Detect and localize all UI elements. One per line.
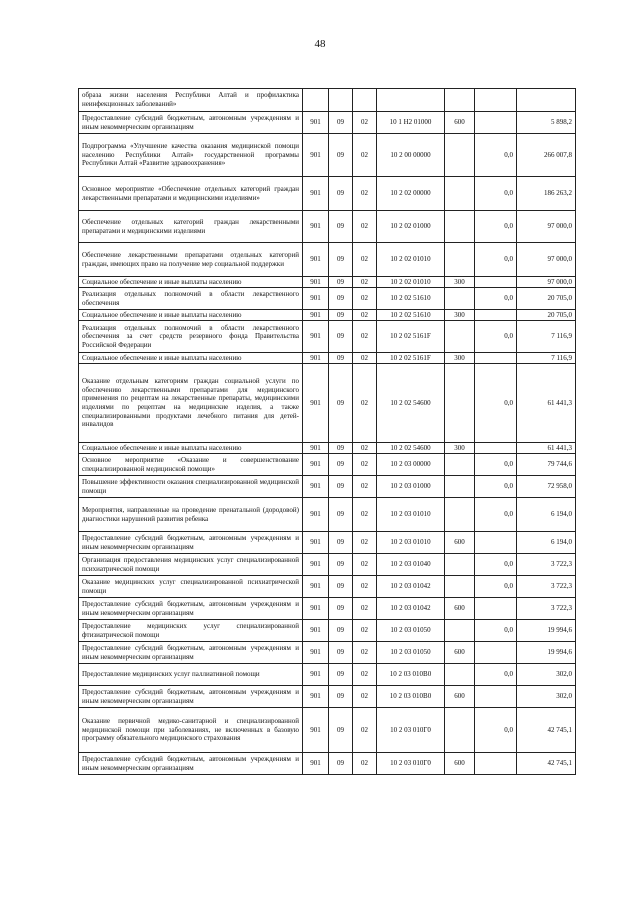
row-name-cell: Оказание первичной медико-санитарной и специализированной медицинской помощи при заболеваниях, не включенных в базовую программу обязательного медицинского страхования — [79, 708, 303, 753]
table-row — [79, 686, 576, 708]
row-expense-type-cell: 600 — [445, 753, 475, 775]
row-amount-a-cell — [475, 753, 517, 775]
row-section-code-cell — [329, 89, 353, 112]
table-row — [79, 321, 576, 353]
row-target-article-cell: 10 2 03 01000 — [377, 476, 445, 498]
row-section-code-cell: 09 — [329, 664, 353, 686]
row-ministry-code-cell: 901 — [303, 321, 329, 353]
row-section-code-cell: 09 — [329, 576, 353, 598]
row-ministry-code-cell: 901 — [303, 454, 329, 476]
page-number: 48 — [314, 38, 326, 50]
row-amount-b-cell: 6 194,0 — [517, 498, 576, 532]
row-amount-b-cell: 97 000,0 — [517, 277, 576, 288]
row-subsection-code-cell: 02 — [353, 554, 377, 576]
row-subsection-code-cell: 02 — [353, 686, 377, 708]
row-section-code-cell: 09 — [329, 554, 353, 576]
row-subsection-code-cell: 02 — [353, 620, 377, 642]
table-row — [79, 454, 576, 476]
row-amount-b-cell: 3 722,3 — [517, 598, 576, 620]
row-target-article-cell: 10 2 03 01010 — [377, 498, 445, 532]
row-name-cell: Социальное обеспечение и иные выплаты населению — [79, 353, 303, 364]
row-expense-type-cell — [445, 211, 475, 243]
row-amount-b-cell: 3 722,3 — [517, 576, 576, 598]
row-target-article-cell: 10 2 03 010В0 — [377, 664, 445, 686]
row-name-cell: Основное мероприятие «Оказание и совершенствование специализированной медицинской помощи» — [79, 454, 303, 476]
row-section-code-cell: 09 — [329, 620, 353, 642]
row-target-article-cell: 10 2 02 01000 — [377, 211, 445, 243]
row-expense-type-cell — [445, 620, 475, 642]
row-name-cell: Реализация отдельных полномочий в области лекарственного обеспечения — [79, 288, 303, 310]
row-ministry-code-cell: 901 — [303, 554, 329, 576]
row-amount-a-cell: 0,0 — [475, 364, 517, 443]
row-expense-type-cell — [445, 554, 475, 576]
row-name-cell: Предоставление медицинских услуг паллиативной помощи — [79, 664, 303, 686]
row-subsection-code-cell: 02 — [353, 708, 377, 753]
row-amount-a-cell: 0,0 — [475, 498, 517, 532]
table-row — [79, 310, 576, 321]
row-name-cell: Оказание медицинских услуг специализированной психиатрической помощи — [79, 576, 303, 598]
row-subsection-code-cell: 02 — [353, 753, 377, 775]
row-name-cell: Предоставление субсидий бюджетным, автономным учреждениям и иным некоммерческим организациям — [79, 532, 303, 554]
row-amount-b-cell: 7 116,9 — [517, 353, 576, 364]
row-section-code-cell: 09 — [329, 288, 353, 310]
row-target-article-cell: 10 2 02 01010 — [377, 243, 445, 277]
row-section-code-cell: 09 — [329, 310, 353, 321]
row-name-cell: образа жизни населения Республики Алтай и профилактика неинфекционных заболеваний» — [79, 89, 303, 112]
row-ministry-code-cell: 901 — [303, 686, 329, 708]
row-ministry-code-cell: 901 — [303, 288, 329, 310]
row-name-cell: Предоставление медицинских услуг специализированной фтизиатрической помощи — [79, 620, 303, 642]
row-subsection-code-cell: 02 — [353, 443, 377, 454]
row-target-article-cell: 10 2 02 00000 — [377, 177, 445, 211]
row-expense-type-cell: 600 — [445, 642, 475, 664]
row-amount-a-cell — [475, 642, 517, 664]
row-target-article-cell: 10 2 02 51610 — [377, 288, 445, 310]
row-ministry-code-cell: 901 — [303, 576, 329, 598]
table-row — [79, 277, 576, 288]
row-amount-a-cell: 0,0 — [475, 620, 517, 642]
row-name-cell: Мероприятия, направленные на проведение пренатальной (дородовой) диагностики нарушений развития ребенка — [79, 498, 303, 532]
row-amount-b-cell — [517, 89, 576, 112]
row-target-article-cell: 10 2 03 00000 — [377, 454, 445, 476]
row-subsection-code-cell: 02 — [353, 664, 377, 686]
row-amount-a-cell: 0,0 — [475, 454, 517, 476]
row-expense-type-cell — [445, 498, 475, 532]
table-row — [79, 364, 576, 443]
row-section-code-cell: 09 — [329, 112, 353, 134]
row-ministry-code-cell: 901 — [303, 243, 329, 277]
row-subsection-code-cell: 02 — [353, 598, 377, 620]
row-name-cell: Подпрограмма «Улучшение качества оказания медицинской помощи населению Республики Алтай» государственной программы Республики Алтай «Развитие здравоохранения» — [79, 134, 303, 177]
row-amount-a-cell — [475, 310, 517, 321]
row-amount-b-cell: 266 007,8 — [517, 134, 576, 177]
row-amount-b-cell: 79 744,6 — [517, 454, 576, 476]
table-row — [79, 532, 576, 554]
row-target-article-cell: 10 2 03 01010 — [377, 532, 445, 554]
row-ministry-code-cell: 901 — [303, 498, 329, 532]
row-section-code-cell: 09 — [329, 642, 353, 664]
table-row — [79, 576, 576, 598]
row-expense-type-cell: 600 — [445, 598, 475, 620]
row-expense-type-cell — [445, 321, 475, 353]
row-section-code-cell: 09 — [329, 177, 353, 211]
row-target-article-cell: 10 2 03 01042 — [377, 598, 445, 620]
row-target-article-cell: 10 2 03 01050 — [377, 642, 445, 664]
row-amount-a-cell: 0,0 — [475, 288, 517, 310]
row-amount-b-cell: 3 722,3 — [517, 554, 576, 576]
row-name-cell: Оказание отдельным категориям граждан социальной услуги по обеспечению лекарственными препаратами для медицинского применения по рецептам на лекарственные препараты, медицинскими изделиями по рецептам на медицинские изделия, а также специализированными продуктами лечебного питания для детей-инвалидов — [79, 364, 303, 443]
row-subsection-code-cell: 02 — [353, 243, 377, 277]
row-name-cell: Организация предоставления медицинских услуг специализированной психиатрической помощи — [79, 554, 303, 576]
row-amount-a-cell: 0,0 — [475, 321, 517, 353]
row-section-code-cell: 09 — [329, 243, 353, 277]
row-amount-a-cell: 0,0 — [475, 177, 517, 211]
row-target-article-cell: 10 1 Н2 01000 — [377, 112, 445, 134]
row-subsection-code-cell: 02 — [353, 532, 377, 554]
row-name-cell: Социальное обеспечение и иные выплаты населению — [79, 277, 303, 288]
row-expense-type-cell — [445, 243, 475, 277]
row-expense-type-cell: 300 — [445, 443, 475, 454]
row-amount-a-cell: 0,0 — [475, 708, 517, 753]
row-target-article-cell: 10 2 00 00000 — [377, 134, 445, 177]
row-section-code-cell: 09 — [329, 532, 353, 554]
row-ministry-code-cell: 901 — [303, 211, 329, 243]
budget-table — [78, 88, 576, 775]
table-row — [79, 177, 576, 211]
row-ministry-code-cell — [303, 89, 329, 112]
row-section-code-cell: 09 — [329, 353, 353, 364]
row-amount-a-cell: 0,0 — [475, 576, 517, 598]
row-expense-type-cell — [445, 288, 475, 310]
table-row — [79, 443, 576, 454]
row-amount-a-cell — [475, 443, 517, 454]
row-amount-b-cell: 97 000,0 — [517, 211, 576, 243]
row-target-article-cell: 10 2 02 54600 — [377, 364, 445, 443]
table-row — [79, 642, 576, 664]
row-section-code-cell: 09 — [329, 321, 353, 353]
row-ministry-code-cell: 901 — [303, 620, 329, 642]
row-ministry-code-cell: 901 — [303, 708, 329, 753]
row-expense-type-cell — [445, 576, 475, 598]
row-section-code-cell: 09 — [329, 753, 353, 775]
row-amount-b-cell: 19 994,6 — [517, 620, 576, 642]
row-target-article-cell: 10 2 02 5161F — [377, 353, 445, 364]
row-expense-type-cell: 300 — [445, 353, 475, 364]
row-amount-b-cell: 5 898,2 — [517, 112, 576, 134]
row-amount-b-cell: 186 263,2 — [517, 177, 576, 211]
row-amount-a-cell — [475, 353, 517, 364]
budget-table-body — [79, 89, 576, 775]
row-section-code-cell: 09 — [329, 134, 353, 177]
row-expense-type-cell: 600 — [445, 112, 475, 134]
row-subsection-code-cell: 02 — [353, 642, 377, 664]
row-target-article-cell: 10 2 03 010Г0 — [377, 708, 445, 753]
row-name-cell: Реализация отдельных полномочий в области лекарственного обеспечения за счет средств резервного фонда Правительства Российской Федерации — [79, 321, 303, 353]
row-name-cell: Обеспечение лекарственными препаратами отдельных категорий граждан, имеющих право на получение мер социальной поддержки — [79, 243, 303, 277]
row-amount-b-cell: 302,0 — [517, 686, 576, 708]
row-expense-type-cell — [445, 89, 475, 112]
row-subsection-code-cell: 02 — [353, 211, 377, 243]
row-amount-a-cell: 0,0 — [475, 134, 517, 177]
row-expense-type-cell — [445, 454, 475, 476]
row-target-article-cell: 10 2 02 54600 — [377, 443, 445, 454]
row-amount-b-cell: 302,0 — [517, 664, 576, 686]
row-subsection-code-cell: 02 — [353, 134, 377, 177]
row-name-cell: Повышение эффективности оказания специализированной медицинской помощи — [79, 476, 303, 498]
row-target-article-cell: 10 2 02 51610 — [377, 310, 445, 321]
row-expense-type-cell — [445, 364, 475, 443]
row-amount-a-cell — [475, 686, 517, 708]
row-amount-a-cell — [475, 598, 517, 620]
row-target-article-cell: 10 2 02 01010 — [377, 277, 445, 288]
row-ministry-code-cell: 901 — [303, 664, 329, 686]
row-subsection-code-cell: 02 — [353, 310, 377, 321]
row-amount-a-cell: 0,0 — [475, 243, 517, 277]
row-section-code-cell: 09 — [329, 364, 353, 443]
table-row — [79, 89, 576, 112]
row-expense-type-cell — [445, 177, 475, 211]
row-section-code-cell: 09 — [329, 476, 353, 498]
row-subsection-code-cell: 02 — [353, 112, 377, 134]
row-section-code-cell: 09 — [329, 598, 353, 620]
row-amount-b-cell: 7 116,9 — [517, 321, 576, 353]
row-amount-a-cell — [475, 277, 517, 288]
row-expense-type-cell — [445, 476, 475, 498]
row-expense-type-cell: 600 — [445, 686, 475, 708]
row-amount-b-cell: 97 000,0 — [517, 243, 576, 277]
row-subsection-code-cell: 02 — [353, 576, 377, 598]
row-ministry-code-cell: 901 — [303, 364, 329, 443]
table-row — [79, 353, 576, 364]
row-amount-b-cell: 61 441,3 — [517, 364, 576, 443]
row-section-code-cell: 09 — [329, 443, 353, 454]
table-row — [79, 498, 576, 532]
row-subsection-code-cell: 02 — [353, 454, 377, 476]
row-amount-a-cell: 0,0 — [475, 476, 517, 498]
row-expense-type-cell: 300 — [445, 310, 475, 321]
row-ministry-code-cell: 901 — [303, 753, 329, 775]
row-expense-type-cell: 300 — [445, 277, 475, 288]
table-row — [79, 708, 576, 753]
row-ministry-code-cell: 901 — [303, 177, 329, 211]
row-amount-b-cell: 6 194,0 — [517, 532, 576, 554]
row-target-article-cell: 10 2 02 5161F — [377, 321, 445, 353]
row-subsection-code-cell: 02 — [353, 288, 377, 310]
row-subsection-code-cell: 02 — [353, 364, 377, 443]
row-ministry-code-cell: 901 — [303, 443, 329, 454]
table-row — [79, 598, 576, 620]
row-subsection-code-cell: 02 — [353, 177, 377, 211]
row-expense-type-cell — [445, 708, 475, 753]
row-ministry-code-cell: 901 — [303, 532, 329, 554]
row-ministry-code-cell: 901 — [303, 134, 329, 177]
row-section-code-cell: 09 — [329, 498, 353, 532]
row-ministry-code-cell: 901 — [303, 353, 329, 364]
row-name-cell: Социальное обеспечение и иные выплаты населению — [79, 443, 303, 454]
table-row — [79, 134, 576, 177]
row-target-article-cell: 10 2 03 010Г0 — [377, 753, 445, 775]
row-ministry-code-cell: 901 — [303, 112, 329, 134]
row-ministry-code-cell: 901 — [303, 310, 329, 321]
row-target-article-cell — [377, 89, 445, 112]
row-ministry-code-cell: 901 — [303, 642, 329, 664]
row-amount-b-cell: 72 958,0 — [517, 476, 576, 498]
row-ministry-code-cell: 901 — [303, 598, 329, 620]
table-row — [79, 620, 576, 642]
row-amount-b-cell: 61 441,3 — [517, 443, 576, 454]
row-target-article-cell: 10 2 03 01042 — [377, 576, 445, 598]
row-name-cell: Основное мероприятие «Обеспечение отдельных категорий граждан лекарственными препаратами и медицинскими изделиями» — [79, 177, 303, 211]
table-row — [79, 554, 576, 576]
row-amount-b-cell: 19 994,6 — [517, 642, 576, 664]
row-ministry-code-cell: 901 — [303, 277, 329, 288]
row-subsection-code-cell: 02 — [353, 353, 377, 364]
row-amount-a-cell: 0,0 — [475, 211, 517, 243]
row-amount-a-cell: 0,0 — [475, 664, 517, 686]
row-target-article-cell: 10 2 03 010В0 — [377, 686, 445, 708]
row-name-cell: Обеспечение отдельных категорий граждан лекарственными препаратами и медицинскими изделиями — [79, 211, 303, 243]
row-name-cell: Предоставление субсидий бюджетным, автономным учреждениям и иным некоммерческим организациям — [79, 642, 303, 664]
row-section-code-cell: 09 — [329, 708, 353, 753]
row-target-article-cell: 10 2 03 01050 — [377, 620, 445, 642]
row-name-cell: Предоставление субсидий бюджетным, автономным учреждениям и иным некоммерческим организациям — [79, 112, 303, 134]
row-expense-type-cell: 600 — [445, 532, 475, 554]
row-expense-type-cell — [445, 664, 475, 686]
row-target-article-cell: 10 2 03 01040 — [377, 554, 445, 576]
row-subsection-code-cell — [353, 89, 377, 112]
row-amount-a-cell — [475, 112, 517, 134]
row-subsection-code-cell: 02 — [353, 321, 377, 353]
row-section-code-cell: 09 — [329, 277, 353, 288]
row-amount-b-cell: 42 745,1 — [517, 753, 576, 775]
table-row — [79, 288, 576, 310]
table-row — [79, 112, 576, 134]
row-ministry-code-cell: 901 — [303, 476, 329, 498]
row-amount-b-cell: 42 745,1 — [517, 708, 576, 753]
row-subsection-code-cell: 02 — [353, 277, 377, 288]
row-amount-a-cell — [475, 89, 517, 112]
table-row — [79, 664, 576, 686]
table-row — [79, 476, 576, 498]
row-amount-b-cell: 20 705,0 — [517, 310, 576, 321]
row-amount-b-cell: 20 705,0 — [517, 288, 576, 310]
table-row — [79, 753, 576, 775]
table-row — [79, 243, 576, 277]
table-row — [79, 211, 576, 243]
row-expense-type-cell — [445, 134, 475, 177]
row-name-cell: Предоставление субсидий бюджетным, автономным учреждениям и иным некоммерческим организациям — [79, 686, 303, 708]
row-name-cell: Предоставление субсидий бюджетным, автономным учреждениям и иным некоммерческим организациям — [79, 753, 303, 775]
row-name-cell: Социальное обеспечение и иные выплаты населению — [79, 310, 303, 321]
row-section-code-cell: 09 — [329, 211, 353, 243]
row-amount-a-cell — [475, 532, 517, 554]
row-section-code-cell: 09 — [329, 454, 353, 476]
row-section-code-cell: 09 — [329, 686, 353, 708]
row-subsection-code-cell: 02 — [353, 498, 377, 532]
row-name-cell: Предоставление субсидий бюджетным, автономным учреждениям и иным некоммерческим организациям — [79, 598, 303, 620]
row-amount-a-cell: 0,0 — [475, 554, 517, 576]
row-subsection-code-cell: 02 — [353, 476, 377, 498]
